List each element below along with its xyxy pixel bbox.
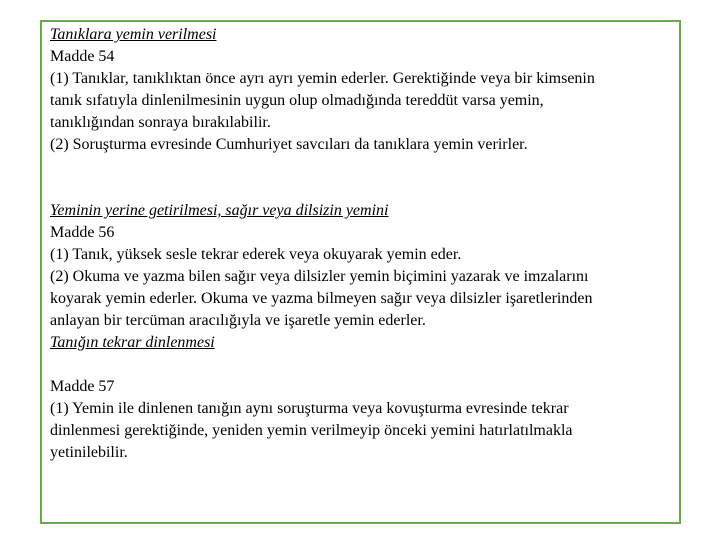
article-number-56: Madde 56	[50, 224, 115, 241]
paragraph-line: (2) Soruşturma evresinde Cumhuriyet savcıları da tanıklara yemin verirler.	[50, 136, 528, 153]
paragraph-line: (1) Yemin ile dinlenen tanığın aynı soruşturma veya kovuşturma evresinde tekrar	[50, 400, 569, 417]
paragraph-line: (1) Tanık, yüksek sesle tekrar ederek veya okuyarak yemin eder.	[50, 246, 462, 263]
blank-line	[50, 354, 678, 376]
paragraph-line: (1) Tanıklar, tanıklıktan önce ayrı ayrı yemin ederler. Gerektiğinde veya bir kimsenin	[50, 70, 595, 87]
section-heading-tanik-yemin: Tanıklara yemin verilmesi	[50, 26, 217, 43]
paragraph-line: yetinilebilir.	[50, 444, 128, 461]
section-heading-yemin-yerine-getirilmesi: Yeminin yerine getirilmesi, sağır veya dilsizin yemini	[50, 202, 389, 219]
paragraph-line: tanık sıfatıyla dinlenilmesinin uygun olup olmadığında tereddüt varsa yemin,	[50, 92, 544, 109]
document-body	[50, 24, 678, 464]
paragraph-line: (2) Okuma ve yazma bilen sağır veya dilsizler yemin biçimini yazarak ve imzalarını	[50, 268, 589, 285]
paragraph-line: dinlenmesi gerektiğinde, yeniden yemin verilmeyip önceki yemini hatırlatılmakla	[50, 422, 573, 439]
section-heading-tanik-tekrar-dinlenmesi: Tanığın tekrar dinlenmesi	[50, 334, 215, 351]
blank-line	[50, 178, 678, 200]
paragraph-line: tanıklığından sonraya bırakılabilir.	[50, 114, 271, 131]
blank-line	[50, 156, 678, 178]
paragraph-line: anlayan bir tercüman aracılığıyla ve işaretle yemin ederler.	[50, 312, 426, 329]
article-number-54: Madde 54	[50, 48, 115, 65]
article-number-57: Madde 57	[50, 378, 115, 395]
paragraph-line: koyarak yemin ederler. Okuma ve yazma bilmeyen sağır veya dilsizler işaretlerinden	[50, 290, 593, 307]
